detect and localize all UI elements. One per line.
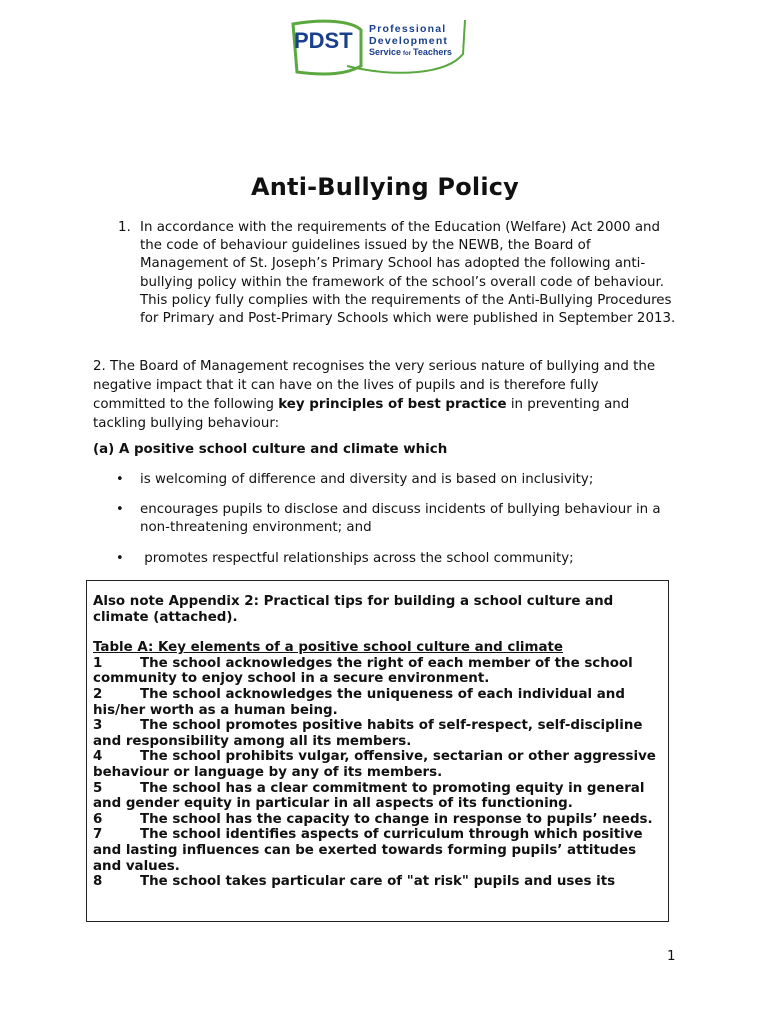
row-text: The school takes particular care of "at risk" pupils and uses its — [140, 874, 616, 890]
bullet-item — [116, 471, 676, 489]
row-text: The school prohibits vulgar, offensive, sectarian or other aggressive behaviour or language by any of its members. — [93, 749, 656, 780]
logo-line3-for: for — [403, 51, 412, 57]
table-row — [93, 718, 667, 749]
page-number: 1 — [667, 949, 676, 964]
bullet-dot: • — [116, 502, 124, 517]
key-elements-box — [86, 580, 669, 922]
row-text: The school acknowledges the uniqueness of each individual and his/her worth as a human being. — [93, 686, 625, 718]
paragraph-1-text: In accordance with the requirements of the Education (Welfare) Act 2000 and the code of behaviour guidelines issued by the NEWB, the Board of Management of St. Joseph’s Primary School has adopted the following anti-bullying policy within the framework of the school’s overall code of behaviour. This policy fully complies with the requirements of the Anti-Bullying Procedures for Primary and Post-Primary Schools which were published in September 2013. — [140, 220, 676, 327]
table-row — [93, 781, 667, 812]
logo-acronym: PDST — [294, 28, 353, 53]
logo-line3-service: Service — [369, 47, 402, 57]
paragraph-2-after: in preventing and tackling bullying behaviour: — [93, 397, 630, 431]
bullet-dot: • — [116, 551, 124, 566]
pdst-logo — [287, 16, 469, 78]
row-number: 8 — [93, 874, 103, 890]
row-number: 6 — [93, 811, 103, 827]
row-number: 1 — [93, 655, 103, 671]
bullet-text: encourages pupils to disclose and discuss incidents of bullying behaviour in a non-threatening environment; and — [140, 502, 661, 536]
row-text: The school identifies aspects of curriculum through which positive and lasting influences can be exerted towards forming pupils’ attitudes and values. — [93, 827, 643, 874]
table-row — [93, 749, 667, 780]
table-row — [93, 827, 667, 874]
row-text: The school acknowledges the right of each member of the school community to enjoy school in a secure environment. — [93, 655, 633, 687]
row-text: The school has the capacity to change in response to pupils’ needs. — [140, 811, 653, 827]
paragraph-2 — [93, 357, 673, 433]
paragraph-2-bold: key principles of best practice — [278, 397, 507, 412]
subheading-a: (a) A positive school culture and climate which — [93, 442, 448, 457]
bullet-text: promotes respectful relationships across the school community; — [140, 551, 574, 566]
paragraph-2-before: 2. The Board of Management recognises the very serious nature of bullying and the negative impact that it can have on the lives of pupils and is therefore fully committed to the following — [93, 359, 656, 412]
logo-line3 — [369, 47, 452, 57]
row-number: 5 — [93, 780, 103, 796]
row-number: 7 — [93, 827, 103, 843]
table-a-title: Table A: Key elements of a positive school culture and climate — [93, 640, 563, 656]
bullet-text: is welcoming of difference and diversity and is based on inclusivity; — [140, 472, 594, 487]
logo-line3-teachers: Teachers — [413, 47, 452, 57]
table-row — [93, 812, 667, 828]
logo-line2: Development — [369, 35, 449, 47]
page-title: Anti-Bullying Policy — [250, 173, 520, 201]
paragraph-1-number: 1. — [118, 220, 131, 235]
bullet-item — [116, 501, 676, 538]
row-number: 3 — [93, 718, 103, 734]
row-text: The school has a clear commitment to promoting equity in general and gender equity in particular in all aspects of its functioning. — [93, 780, 645, 812]
table-row — [93, 656, 667, 687]
row-number: 2 — [93, 686, 103, 702]
table-row — [93, 874, 667, 890]
table-row — [93, 687, 667, 718]
pdst-logo-graphic — [287, 16, 469, 78]
logo-line1: Professional — [369, 23, 447, 35]
row-number: 4 — [93, 749, 103, 765]
bullet-dot: • — [116, 472, 124, 487]
bullet-item — [116, 550, 676, 568]
appendix-note: Also note Appendix 2: Practical tips for building a school culture and climate (attached). — [93, 594, 614, 625]
key-elements-content — [93, 594, 667, 890]
paragraph-1 — [118, 219, 678, 328]
row-text: The school promotes positive habits of self-respect, self-discipline and responsibility among all its members. — [93, 718, 643, 749]
